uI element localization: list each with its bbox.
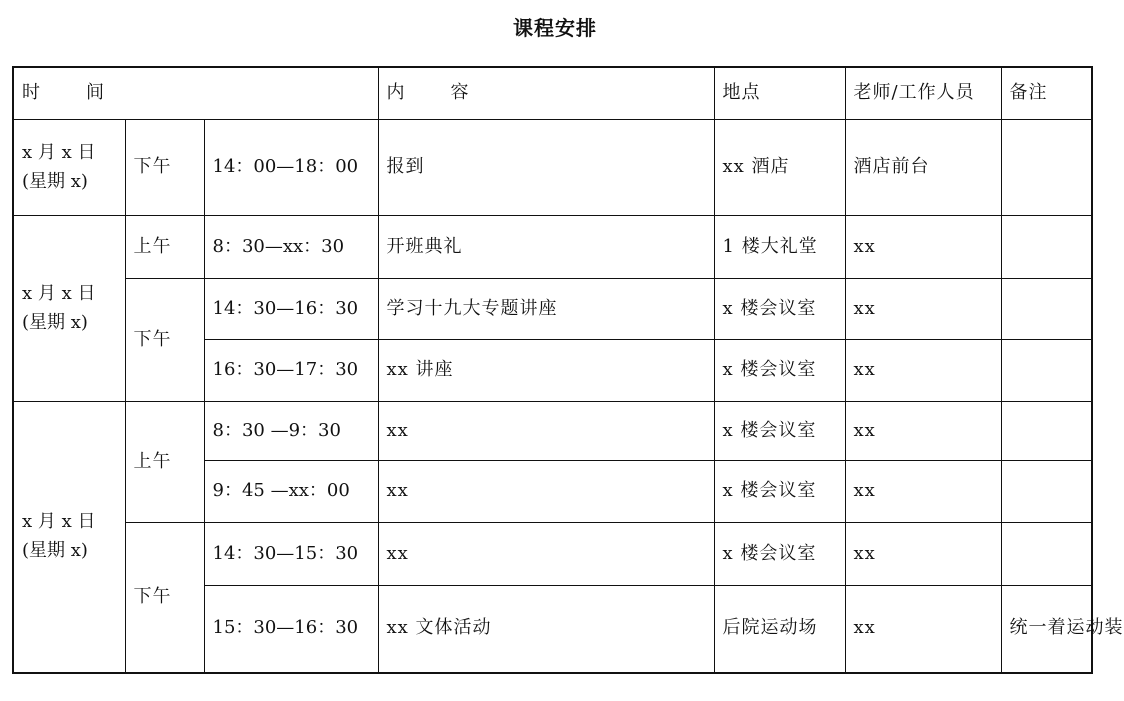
table-row [13,523,1092,586]
time-cell: 15：30—16：30 [204,586,378,673]
header-staff: 老师/工作人员 [845,67,1001,120]
period-cell: 下午 [125,120,204,216]
day-cell: x 月 x 日 (星期 x) [13,120,125,216]
staff-cell: xx [845,340,1001,402]
note-cell [1001,120,1092,216]
note-cell [1001,461,1092,523]
note-cell [1001,523,1092,586]
time-cell: 9：45 —xx：00 [204,461,378,523]
location-cell: x 楼会议室 [714,402,845,461]
content-cell: 开班典礼 [378,216,714,279]
header-location: 地点 [714,67,845,120]
staff-cell: xx [845,216,1001,279]
time-cell: 14：30—15：30 [204,523,378,586]
period-cell: 上午 [125,402,204,523]
content-cell: xx [378,402,714,461]
staff-cell: xx [845,279,1001,340]
staff-cell: xx [845,402,1001,461]
header-time: 时 间 [13,67,378,120]
page-title: 课程安排 [513,16,597,40]
table-row [13,216,1092,279]
location-cell: x 楼会议室 [714,340,845,402]
note-cell: 统一着运动装 [1001,586,1092,673]
content-cell: xx 讲座 [378,340,714,402]
note-cell [1001,402,1092,461]
time-cell: 8：30 —9：30 [204,402,378,461]
location-cell: x 楼会议室 [714,523,845,586]
staff-cell: 酒店前台 [845,120,1001,216]
period-cell: 下午 [125,279,204,402]
content-cell: xx 文体活动 [378,586,714,673]
table-row [13,120,1092,216]
time-cell: 8：30—xx：30 [204,216,378,279]
period-cell: 上午 [125,216,204,279]
location-cell: x 楼会议室 [714,461,845,523]
header-note: 备注 [1001,67,1092,120]
content-cell: xx [378,523,714,586]
time-cell: 14：00—18：00 [204,120,378,216]
content-cell: 学习十九大专题讲座 [378,279,714,340]
note-cell [1001,279,1092,340]
period-cell: 下午 [125,523,204,673]
time-cell: 14：30—16：30 [204,279,378,340]
day-cell: x 月 x 日 (星期 x) [13,216,125,402]
schedule-table [12,66,1124,674]
header-content: 内 容 [378,67,714,120]
location-cell: 1 楼大礼堂 [714,216,845,279]
staff-cell: xx [845,523,1001,586]
note-cell [1001,216,1092,279]
time-cell: 16：30—17：30 [204,340,378,402]
location-cell: xx 酒店 [714,120,845,216]
note-cell [1001,340,1092,402]
content-cell: 报到 [378,120,714,216]
table-row [13,402,1092,461]
content-cell: xx [378,461,714,523]
header-row [13,67,1092,120]
location-cell: x 楼会议室 [714,279,845,340]
day-cell: x 月 x 日 (星期 x) [13,402,125,673]
table-row [13,279,1092,340]
staff-cell: xx [845,461,1001,523]
location-cell: 后院运动场 [714,586,845,673]
staff-cell: xx [845,586,1001,673]
